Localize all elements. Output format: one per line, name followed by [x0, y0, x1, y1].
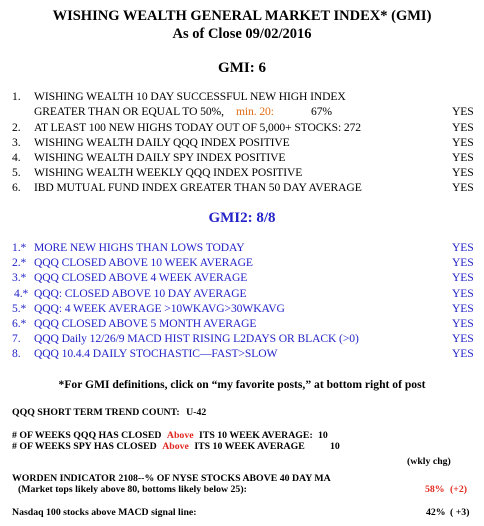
- gmi-item-value: YES: [452, 121, 474, 134]
- gmi2-item: [0, 271, 484, 285]
- gmi-item-text: WISHING WEALTH DAILY SPY INDEX POSITIVE: [34, 151, 286, 164]
- gmi-item-number: 5.: [12, 166, 21, 179]
- gmi-item-extra: 67%: [311, 105, 332, 118]
- gmi-item: [0, 151, 484, 165]
- page-subtitle: As of Close 09/02/2016: [172, 26, 312, 42]
- worden-line2: (Market tops likely above 80, bottoms likely below 25):: [18, 484, 247, 495]
- nasdaq-value: 42%: [426, 507, 446, 518]
- gmi2-item-number: 5.*: [12, 302, 27, 315]
- gmi2-item-value: YES: [452, 317, 474, 330]
- gmi2-item-value: YES: [452, 302, 474, 315]
- gmi-item: [0, 90, 484, 104]
- gmi-item: [0, 105, 484, 119]
- gmi-item-value: YES: [452, 105, 474, 118]
- gmi-item: [0, 121, 484, 135]
- gmi2-item: [0, 241, 484, 255]
- gmi-item-text: WISHING WEALTH DAILY QQQ INDEX POSITIVE: [34, 136, 290, 149]
- gmi-item-text: WISHING WEALTH WEEKLY QQQ INDEX POSITIVE: [34, 166, 303, 179]
- gmi2-item-value: YES: [452, 287, 474, 300]
- gmi-item-value: YES: [452, 136, 474, 149]
- gmi2-item: [0, 332, 484, 346]
- gmi-item-note: min. 20:: [236, 105, 274, 118]
- gmi2-item-number: 4.*: [14, 287, 29, 300]
- worden-row: [18, 484, 478, 497]
- weeks-qqq-value: 10: [318, 430, 328, 441]
- gmi-item-number: 6.: [12, 181, 21, 194]
- gmi2-item-number: 1.*: [12, 241, 27, 254]
- gmi2-item-text: QQQ CLOSED ABOVE 4 WEEK AVERAGE: [34, 271, 248, 284]
- weeks-qqq-post: ITS 10 WEEK AVERAGE:: [199, 430, 313, 441]
- trend-count: [12, 407, 206, 418]
- gmi-item-number: 2.: [12, 121, 21, 134]
- gmi-item: [0, 136, 484, 150]
- gmi2-item-text: QQQ CLOSED ABOVE 5 MONTH AVERAGE: [34, 317, 257, 330]
- gmi2-item: [0, 256, 484, 270]
- trend-count-value: U-42: [186, 407, 207, 418]
- gmi2-item-number: 3.*: [12, 271, 27, 284]
- gmi-item-text: GREATER THAN OR EQUAL TO 50%,: [34, 105, 224, 118]
- gmi-item-text: WISHING WEALTH 10 DAY SUCCESSFUL NEW HIGH INDEX: [34, 90, 346, 103]
- nasdaq-label: Nasdaq 100 stocks above MACD signal line:: [12, 507, 197, 518]
- gmi2-item: [0, 347, 484, 361]
- worden-line1: WORDEN INDICATOR 2108--% OF NYSE STOCKS ABOVE 40 DAY MA: [12, 473, 331, 484]
- footnote: *For GMI definitions, click on “my favorite posts,” at bottom right of post: [58, 378, 426, 391]
- gmi2-item: [0, 317, 484, 331]
- gmi2-item-value: YES: [452, 271, 474, 284]
- gmi2-item-value: YES: [452, 256, 474, 269]
- weeks-spy-value: 10: [330, 441, 340, 452]
- nasdaq-row: [12, 507, 478, 520]
- weeks-spy-post: ITS 10 WEEK AVERAGE: [194, 441, 305, 452]
- weeks-qqq-above: Above: [166, 430, 194, 441]
- nasdaq-change: ( +3): [450, 507, 470, 518]
- gmi2-item-number: 2.*: [12, 256, 27, 269]
- gmi2-item-text: QQQ CLOSED ABOVE 10 WEEK AVERAGE: [34, 256, 253, 269]
- weeks-qqq-pre: # OF WEEKS QQQ HAS CLOSED: [12, 430, 162, 441]
- gmi-item-value: YES: [452, 151, 474, 164]
- gmi2-item-text: QQQ 10.4.4 DAILY STOCHASTIC—FAST>SLOW: [34, 347, 278, 360]
- gmi-item-text: AT LEAST 100 NEW HIGHS TODAY OUT OF 5,000+ STOCKS: 272: [34, 121, 361, 134]
- gmi-item-number: 1.: [12, 90, 21, 103]
- trend-count-label: QQQ SHORT TERM TREND COUNT:: [12, 407, 180, 418]
- gmi-item-value: YES: [452, 181, 474, 194]
- gmi2-item-value: YES: [452, 332, 474, 345]
- gmi2-item: [0, 287, 484, 301]
- gmi2-item-value: YES: [452, 347, 474, 360]
- weeks-spy-above: Above: [162, 441, 189, 452]
- gmi2-item-text: QQQ: CLOSED ABOVE 10 DAY AVERAGE: [34, 287, 247, 300]
- gmi-item: [0, 181, 484, 195]
- gmi-item-number: 4.: [12, 151, 21, 164]
- worden-change: (+2): [450, 484, 468, 495]
- gmi-item-text: IBD MUTUAL FUND INDEX GREATER THAN 50 DAY AVERAGE: [34, 181, 362, 194]
- page-title: WISHING WEALTH GENERAL MARKET INDEX* (GMI): [52, 8, 432, 24]
- gmi2-item-text: MORE NEW HIGHS THAN LOWS TODAY: [34, 241, 245, 254]
- gmi2-item-text: QQQ Daily 12/26/9 MACD HIST RISING L2DAYS OR BLACK (>0): [34, 332, 359, 345]
- gmi-item: [0, 166, 484, 180]
- gmi2-heading: GMI2: 8/8: [208, 210, 276, 226]
- weeks-spy-pre: # OF WEEKS SPY HAS CLOSED: [12, 441, 157, 452]
- gmi-heading: GMI: 6: [218, 60, 266, 76]
- gmi-item-value: YES: [452, 166, 474, 179]
- weeks-spy: [12, 441, 472, 454]
- gmi2-item-number: 6.*: [12, 317, 27, 330]
- worden-value: 58%: [425, 484, 445, 495]
- gmi2-item-value: YES: [452, 241, 474, 254]
- gmi2-item-number: 8.: [12, 347, 21, 360]
- wkly-chg-label: (wkly chg): [407, 456, 451, 467]
- gmi2-item-text: QQQ: 4 WEEK AVERAGE >10WKAVG>30WKAVG: [34, 302, 285, 315]
- gmi2-item-number: 7.: [12, 332, 21, 345]
- gmi2-item: [0, 302, 484, 316]
- gmi-item-number: 3.: [12, 136, 21, 149]
